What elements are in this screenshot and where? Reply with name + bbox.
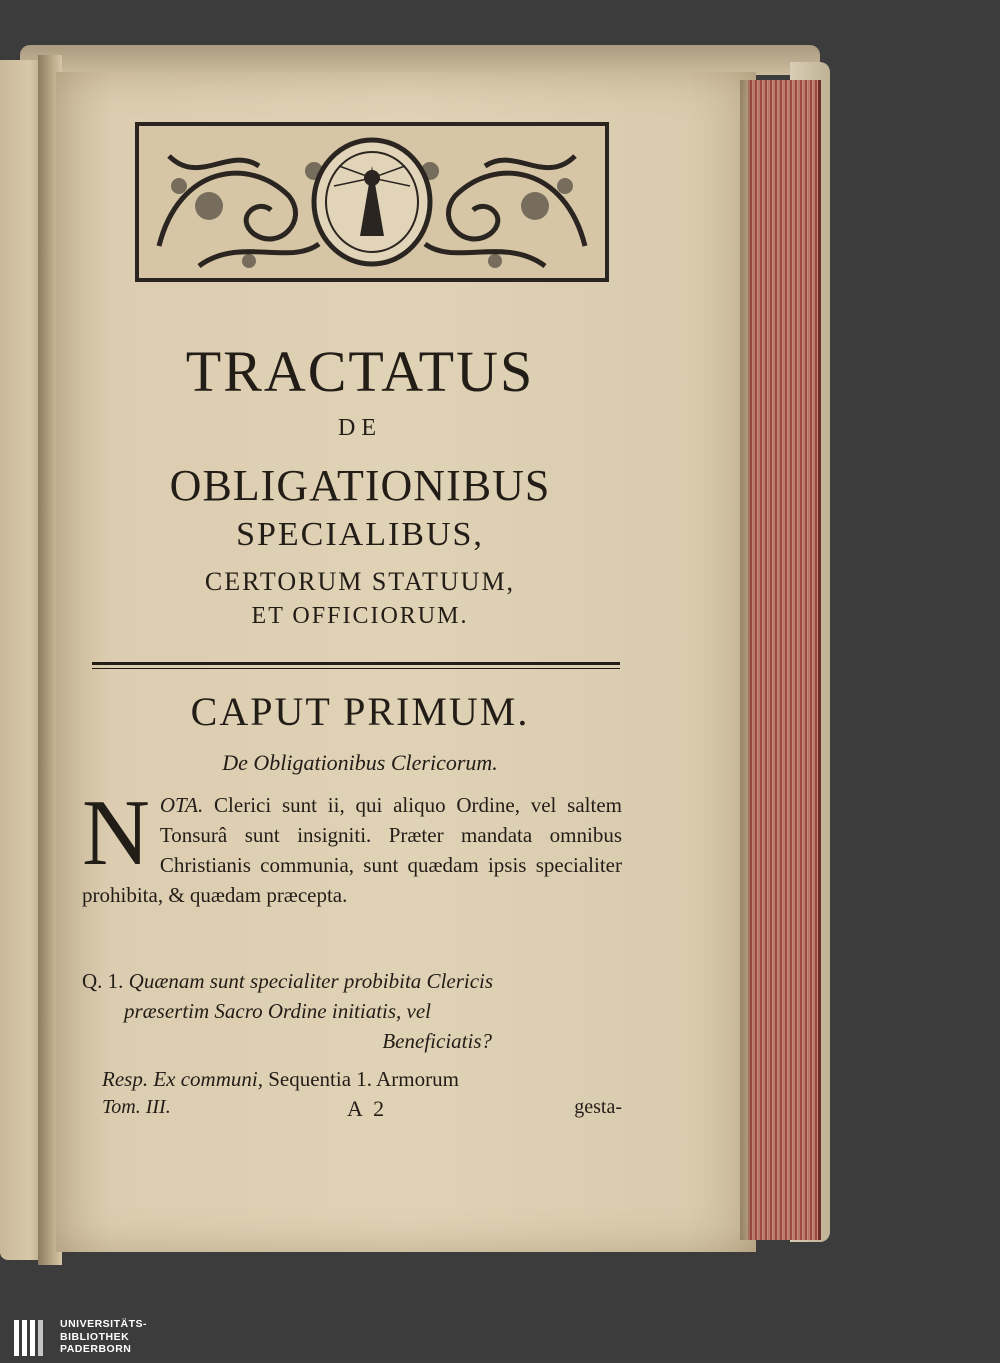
question-line-3: Beneficiatis? (382, 1029, 492, 1053)
nota-paragraph (82, 781, 622, 910)
title-officiorum: ET OFFICIORUM. (251, 603, 469, 629)
footer-volume: Tom. III. (102, 1096, 171, 1118)
nota-text: Clerici sunt ii, qui aliquo Ordine, vel saltem Tonsurâ sunt insigniti. Præter mandata omnibus Christianis communia, sunt quædam ipsis specialiter prohibita, & quædam præcepta. (82, 793, 622, 907)
response-text: Sequentia 1. Armorum (262, 1067, 459, 1091)
response-line (102, 1064, 622, 1094)
question-line-2: præsertim Sacro Ordine initiatis, vel (124, 999, 432, 1023)
question-number: Q. 1. (82, 969, 124, 993)
title-subject: OBLIGATIONIBUS (169, 461, 551, 510)
logo-line-1: UNIVERSITÄTS- (60, 1318, 148, 1330)
chapter-subtitle: De Obligationibus Clericorum. (222, 750, 498, 775)
footer-signature: A 2 (347, 1096, 388, 1121)
question-line-1: Quænam sunt specialiter probibita Clericis (128, 969, 494, 993)
logo-line-3: PADERBORN (60, 1343, 132, 1355)
logo-line-2: BIBLIOTHEK (60, 1330, 130, 1343)
footer-catchword: gesta- (574, 1096, 622, 1118)
response-label: Resp. Ex communi, (102, 1067, 263, 1091)
library-logo (2, 1312, 202, 1362)
ornamental-headpiece (135, 122, 609, 282)
treatise-title: TRACTATUS (185, 339, 535, 404)
book-cover-top (20, 45, 820, 75)
page-edge-shadow (740, 80, 754, 1240)
drop-cap: N (82, 781, 150, 885)
chapter-heading: CAPUT PRIMUM. (190, 689, 530, 734)
question-block (82, 966, 622, 1056)
headpiece-ornament-icon (139, 126, 605, 278)
library-logo-icon (12, 1318, 48, 1358)
divider-rule (92, 662, 620, 669)
title-specialibus: SPECIALIBUS, (236, 516, 484, 553)
library-logo-text (60, 1318, 147, 1356)
title-de: DE (338, 415, 382, 441)
red-page-edges (748, 80, 821, 1240)
nota-lead: OTA. (159, 793, 204, 817)
title-certorum: CERTORUM STATUUM, (204, 567, 516, 596)
